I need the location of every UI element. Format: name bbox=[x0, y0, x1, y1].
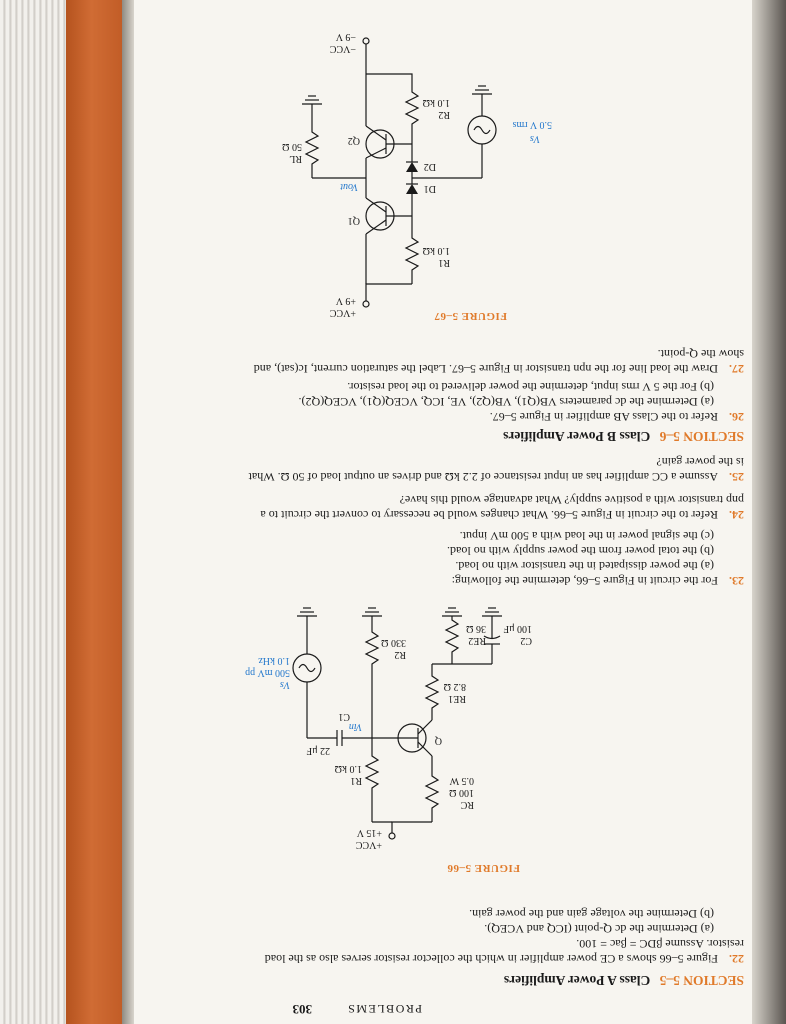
rl-name: RL bbox=[289, 153, 302, 164]
problem-25 bbox=[244, 454, 744, 484]
r2-resistor bbox=[366, 616, 378, 738]
right-edge-shadow bbox=[752, 0, 786, 1024]
running-head: PROBLEMS bbox=[346, 1002, 422, 1016]
c1-value: 22 μF bbox=[306, 745, 330, 756]
page-number: 303 bbox=[292, 1002, 312, 1017]
re1-resistor bbox=[426, 664, 438, 720]
r2-resistor bbox=[366, 74, 418, 144]
vcc-value: +15 V bbox=[356, 827, 382, 838]
r2-value: 1.0 kΩ bbox=[422, 97, 450, 108]
r1-name: R1 bbox=[350, 775, 362, 786]
diode-d2 bbox=[406, 162, 418, 172]
vcc-pos-value: +9 V bbox=[335, 295, 356, 306]
d1-name: D1 bbox=[423, 183, 436, 194]
vcc-terminal bbox=[389, 833, 395, 839]
figure-5-66-circuit bbox=[245, 594, 562, 914]
source-name: Vs bbox=[530, 133, 540, 144]
vcc-label: +VCC bbox=[355, 839, 382, 850]
problem-26 bbox=[234, 379, 744, 424]
q2-name: Q2 bbox=[347, 135, 360, 146]
rc-name: RC bbox=[460, 799, 474, 810]
problem-number: 25. bbox=[729, 470, 744, 484]
r1-value: 1.0 kΩ bbox=[334, 763, 362, 774]
upside-down-page-content bbox=[134, 0, 752, 1024]
problem-part: (a) Determine the dc Q-point (ICQ and VCEQ). bbox=[484, 922, 714, 936]
c2-name: C2 bbox=[520, 635, 532, 646]
problem-24 bbox=[244, 492, 744, 522]
problem-number: 27. bbox=[729, 362, 744, 376]
rc-value: 100 Ω bbox=[449, 787, 474, 798]
problem-number: 26. bbox=[729, 410, 744, 424]
vcc-pos-label: +VCC bbox=[329, 307, 356, 318]
problem-part: (b) Determine the voltage gain and the power gain. bbox=[469, 907, 714, 921]
source-value: 5.0 V rms bbox=[512, 119, 552, 130]
problem-part: (c) the signal power in the load with a 500 mV input. bbox=[459, 529, 714, 543]
problem-part: (b) For the 5 V rms input, determine the power delivered to the load resistor. bbox=[347, 380, 714, 394]
problem-text: 24.Refer to the circuit in Figure 5–66. What changes would be necessary to convert the circuit to a pnp transistor with a positive supply? What advantage would this have? bbox=[260, 493, 744, 522]
vcc-neg-terminal bbox=[363, 38, 369, 44]
section-title: Class B Power Amplifiers bbox=[503, 429, 651, 444]
source-frequency: 1.0 kHz bbox=[258, 655, 290, 666]
c2-value: 100 μF bbox=[503, 623, 532, 634]
re1-value: 8.2 Ω bbox=[443, 681, 466, 692]
page-gutter-shadow bbox=[122, 0, 134, 1024]
book-page-edges bbox=[0, 0, 66, 1024]
c1-name: C1 bbox=[338, 711, 350, 722]
r2-name: R2 bbox=[438, 109, 450, 120]
re2-name: RE2 bbox=[468, 635, 486, 646]
problem-text: 22.Figure 5–66 shows a CE power amplifier in which the collector resistor serves also as the load resistor. Assume βDC = βac = 100. bbox=[264, 937, 744, 966]
re2-value: 36 Ω bbox=[466, 623, 486, 634]
section-5-5-heading bbox=[504, 972, 744, 988]
re1-name: RE1 bbox=[448, 693, 466, 704]
q1-name: Q1 bbox=[347, 215, 360, 226]
source-name: Vs bbox=[280, 679, 290, 690]
problem-number: 24. bbox=[729, 508, 744, 522]
figure-5-67-circuit bbox=[282, 24, 602, 344]
problem-part: (b) the total power from the power supply with no load. bbox=[447, 544, 714, 558]
figure-5-67-label: FIGURE 5–67 bbox=[433, 310, 507, 322]
figure-5-66-label: FIGURE 5–66 bbox=[446, 862, 520, 874]
section-title: Class A Power Amplifiers bbox=[503, 973, 651, 988]
source-amplitude: 500 mV pp bbox=[245, 667, 290, 678]
problem-text: 25.Assume a CC amplifier has an input resistance of 2.2 kΩ and drives an output load of 50 Ω. What is the power gain? bbox=[248, 455, 744, 484]
problem-text: 26.Refer to the Class AB amplifier in Figure 5–67. bbox=[489, 410, 744, 424]
q-name: Q bbox=[434, 735, 442, 746]
vin-label: Vin bbox=[348, 721, 362, 732]
problem-23 bbox=[234, 528, 744, 588]
vcc-neg-value: −9 V bbox=[335, 31, 356, 42]
section-5-6-heading bbox=[503, 428, 744, 444]
rc-resistor bbox=[426, 756, 438, 822]
r1-resistor bbox=[366, 738, 378, 822]
r1-value: 1.0 kΩ bbox=[422, 245, 450, 256]
problem-text: 23.For the circuit in Figure 5–66, determine the following: bbox=[451, 574, 744, 588]
rl-value: 50 Ω bbox=[282, 141, 302, 152]
re2-resistor bbox=[446, 616, 458, 664]
problem-part: (a) Determine the dc parameters VB(Q1), VB(Q2), VE, ICQ, VCEQ(Q1), VCEQ(Q2). bbox=[298, 395, 714, 409]
rl-resistor bbox=[306, 104, 318, 178]
section-number: SECTION 5–6 bbox=[659, 429, 744, 444]
problem-part: (a) the power dissipated in the transistor with no load. bbox=[455, 559, 714, 573]
problem-number: 22. bbox=[729, 952, 744, 966]
r2-name: R2 bbox=[394, 649, 406, 660]
book-page bbox=[134, 0, 752, 1024]
problem-22 bbox=[234, 906, 744, 966]
r1-resistor bbox=[406, 214, 418, 284]
problem-number: 23. bbox=[729, 574, 744, 588]
vcc-neg-label: −VCC bbox=[329, 43, 356, 54]
section-number: SECTION 5–5 bbox=[659, 973, 744, 988]
diode-d1 bbox=[406, 184, 418, 194]
d2-name: D2 bbox=[423, 161, 436, 172]
rc-power: 0.5 W bbox=[449, 775, 474, 786]
vcc-pos-terminal bbox=[363, 301, 369, 307]
book-spine bbox=[66, 0, 122, 1024]
problem-text: 27.Draw the load line for the npn transistor in Figure 5–67. Label the saturation current, Ic(sat), and show the Q-point. bbox=[253, 347, 744, 376]
vout-label: Vout bbox=[340, 181, 358, 192]
r1-name: R1 bbox=[438, 257, 450, 268]
problem-27 bbox=[244, 346, 744, 376]
r2-value: 330 Ω bbox=[381, 637, 406, 648]
